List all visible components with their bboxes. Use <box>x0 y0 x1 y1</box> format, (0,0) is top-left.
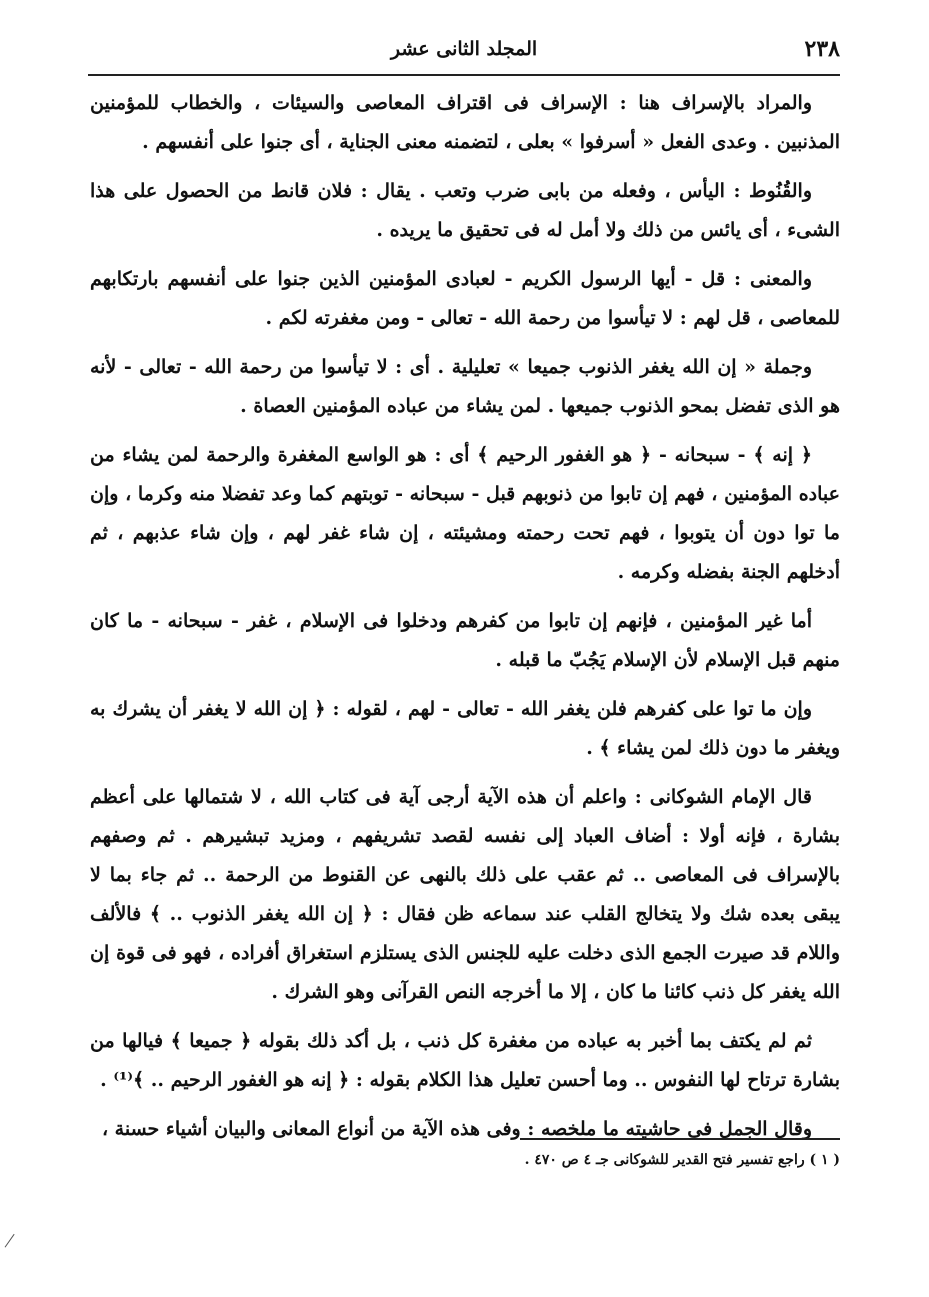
footnote-rule <box>520 1138 840 1140</box>
paragraph: قال الإمام الشوكانى : واعلم أن هذه الآية أرجى آية فى كتاب الله ، لا شتمالها على أعظم بشارة ، فإنه أولا : أضاف العباد إلى نفسه لقصد تشريفهم ، ومزيد تبشيرهم . ثم وصفهم بالإسراف فى المعاصى .. ثم عقب على ذلك بالنهى عن القنوط من الرحمة .. ثم جاء بما لا يبقى بعده شك ولا يتخالج القلب عند سماعه ظن فقال : ﴿ إن الله يغفر الذنوب .. ﴾ فالألف واللام قد صيرت الجمع الذى دخلت عليه للجنس الذى يستلزم استغراق أفراده ، فهو فى قوة إن الله يغفر كل ذنب كائنا ما كان ، إلا ما أخرجه النص القرآنى وهو الشرك . <box>90 786 840 1003</box>
paragraph: وجملة « إن الله يغفر الذنوب جميعا » تعليلية . أى : لا تيأسوا من رحمة الله - تعالى - لأنه هو الذى تفضل بمحو الذنوب جميعها . لمن يشاء من عباده المؤمنين العصاة . <box>90 356 840 417</box>
page-number: ٢٣٨ <box>804 36 840 62</box>
body-text <box>90 84 840 1159</box>
paragraph: والقُنُوط : اليأس ، وفعله من بابى ضرب وتعب . يقال : فلان قانط من الحصول على هذا الشىء ، أى يائس من ذلك ولا أمل له فى تحقيق ما يريده . <box>90 180 840 241</box>
running-head: المجلد الثانى عشر <box>390 38 538 60</box>
footnote: ( ١ ) راجع تفسير فتح القدير للشوكانى جـ ٤ ص ٤٧٠ . <box>524 1152 840 1168</box>
paragraph: ثم لم يكتف بما أخبر به عباده من مغفرة كل ذنب ، بل أكد ذلك بقوله ﴿ جميعا ﴾ فيالها من بشارة ترتاح لها النفوس .. وما أحسن تعليل هذا الكلام بقوله : ﴿ إنه هو الغفور الرحيم .. ﴾⁽¹⁾ . <box>90 1030 840 1091</box>
paragraph: وقال الجمل فى حاشيته ما ملخصه : وفى هذه الآية من أنواع المعانى والبيان أشياء حسنة ، <box>101 1118 812 1140</box>
paragraph: والمعنى : قل - أيها الرسول الكريم - لعبادى المؤمنين الذين جنوا على أنفسهم بارتكابهم للمعاصى ، قل لهم : لا تيأسوا من رحمة الله - تعالى - ومن مغفرته لكم . <box>90 268 840 329</box>
header-rule <box>88 74 840 76</box>
paragraph: أما غير المؤمنين ، فإنهم إن تابوا من كفرهم ودخلوا فى الإسلام ، غفر - سبحانه - ما كان منهم قبل الإسلام لأن الإسلام يَجُبّ ما قبله . <box>90 610 840 671</box>
scan-mark <box>5 1234 16 1248</box>
paragraph: والمراد بالإسراف هنا : الإسراف فى اقتراف المعاصى والسيئات ، والخطاب للمؤمنين المذنبين . وعدى الفعل « أسرفوا » بعلى ، لتضمنه معنى الجناية ، أى جنوا على أنفسهم . <box>90 92 840 153</box>
page-header <box>88 28 840 68</box>
paragraph: وإن ما توا على كفرهم فلن يغفر الله - تعالى - لهم ، لقوله : ﴿ إن الله لا يغفر أن يشرك به ويغفر ما دون ذلك لمن يشاء ﴾ . <box>90 698 840 759</box>
paragraph: ﴿ إنه ﴾ - سبحانه - ﴿ هو الغفور الرحيم ﴾ أى : هو الواسع المغفرة والرحمة لمن يشاء من عباده المؤمنين ، فهم إن تابوا من ذنوبهم قبل - سبحانه - توبتهم كما وعد تفضلا منه وكرما ، وإن ما توا دون أن يتوبوا ، فهم تحت رحمته ومشيئته ، إن شاء غفر لهم ، وإن شاء عذبهم ، ثم أدخلهم الجنة بفضله وكرمه . <box>90 444 840 583</box>
